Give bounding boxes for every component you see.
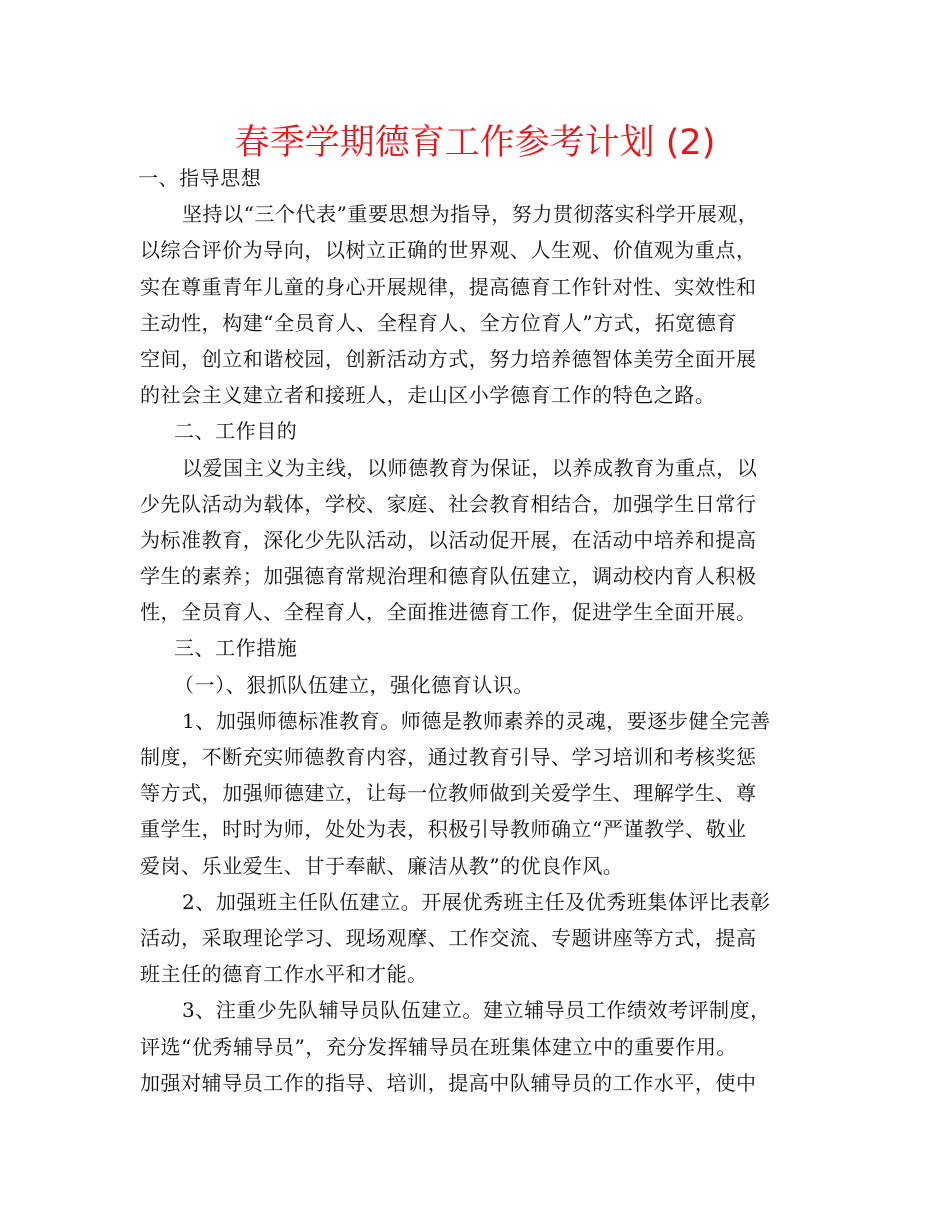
body-line: 加强对辅导员工作的指导、培训，提高中队辅导员的工作水平，使中 <box>140 1070 757 1095</box>
body-line: 1、加强师德标准教育。师德是教师素养的灵魂，要逐步健全完善 <box>182 708 771 733</box>
body-line: 实在尊重青年儿童的身心开展规律，提高德育工作针对性、实效性和 <box>140 274 757 299</box>
document-body <box>140 160 830 1101</box>
body-line: 学生的素养；加强德育常规治理和德育队伍建立，调动校内育人积极 <box>140 564 757 589</box>
body-line: 评选“优秀辅导员”，充分发挥辅导员在班集体建立中的重要作用。 <box>140 1034 737 1059</box>
body-line: 3、注重少先队辅导员队伍建立。建立辅导员工作绩效考评制度， <box>182 998 771 1023</box>
body-line: 爱岗、乐业爱生、甘于奉献、廉洁从教”的优良作风。 <box>140 853 624 878</box>
body-line: 的社会主义建立者和接班人，走山区小学德育工作的特色之路。 <box>140 383 716 408</box>
body-line: 二、工作目的 <box>174 419 298 444</box>
body-line: 班主任的德育工作水平和才能。 <box>140 962 428 987</box>
body-line: 活动，采取理论学习、现场观摩、工作交流、专题讲座等方式，提高 <box>140 925 757 950</box>
body-line: 少先队活动为载体，学校、家庭、社会教育相结合，加强学生日常行 <box>140 491 757 516</box>
document-title: 春季学期德育工作参考计划 (2) <box>234 123 716 163</box>
body-line: 空间，创立和谐校园，创新活动方式，努力培养德智体美劳全面开展 <box>140 346 757 371</box>
body-line: 为标准教育，深化少先队活动，以活动促开展，在活动中培养和提高 <box>140 527 757 552</box>
body-line: 性，全员育人、全程育人，全面推进德育工作，促进学生全面开展。 <box>140 600 757 625</box>
body-line: 制度，不断充实师德教育内容，通过教育引导、学习培训和考核奖惩 <box>140 745 757 769</box>
body-line: 以综合评价为导向，以树立正确的世界观、人生观、价值观为重点， <box>140 238 757 263</box>
body-line: 重学生，时时为师，处处为表，积极引导教师确立“严谨教学、敬业 <box>140 817 747 842</box>
body-line: 三、工作措施 <box>174 636 298 661</box>
body-line: 2、加强班主任队伍建立。开展优秀班主任及优秀班集体评比表彰 <box>182 889 771 914</box>
body-line: 以爱国主义为主线，以师德教育为保证，以养成教育为重点，以 <box>182 455 758 480</box>
body-line: 主动性，构建“全员育人、全程育人、全方位育人”方式，拓宽德育 <box>140 310 737 335</box>
body-line: 一、指导思想 <box>138 166 262 190</box>
body-line: （一）、狠抓队伍建立，强化德育认识。 <box>174 672 534 697</box>
body-line: 等方式，加强师德建立，让每一位教师做到关爱学生、理解学生、尊 <box>140 781 757 806</box>
body-line: 坚持以“三个代表”重要思想为指导，努力贯彻落实科学开展观， <box>182 202 759 227</box>
